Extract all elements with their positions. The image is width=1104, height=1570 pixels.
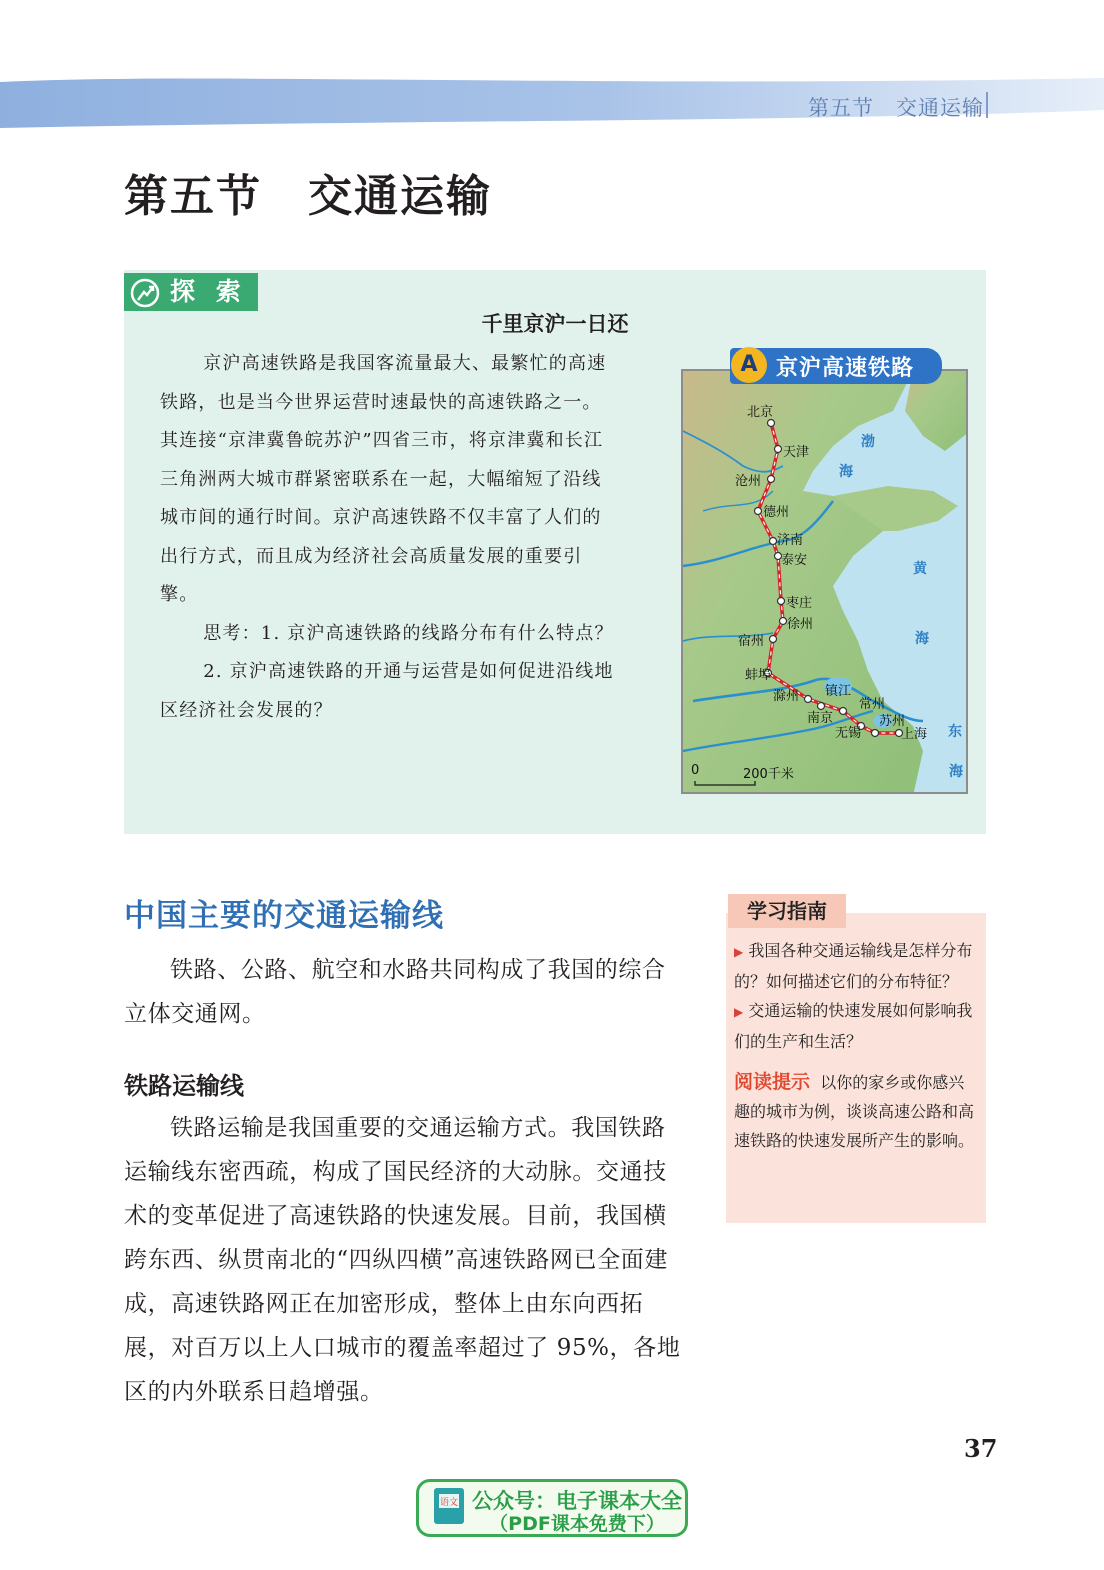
city-label-taian: 泰安	[781, 553, 808, 568]
guide-question-1: 我国各种交通运输线是怎样分布的？如何描述它们的分布特征？	[734, 941, 973, 991]
city-label-bengbu: 蚌埠	[745, 668, 772, 683]
scale-label: 200千米	[743, 767, 794, 782]
subsection-heading: 铁路运输线	[124, 1072, 244, 1100]
explore-icon	[130, 278, 160, 308]
city-label-chuzhou: 滁州	[773, 689, 800, 704]
reading-tip	[734, 1068, 980, 1155]
explore-tag: 探 索	[124, 273, 258, 311]
section-intro	[124, 948, 684, 1036]
city-label-shanghai: 上海	[901, 727, 928, 742]
guide-item-2	[734, 996, 980, 1056]
city-label-dezhou: 德州	[763, 505, 790, 520]
intro-paragraph: 铁路、公路、航空和水路共同构成了我国的综合立体交通网。	[124, 957, 666, 1027]
badge-line-2: （PDF课本免费下）	[489, 1513, 665, 1535]
map-label-letter: A	[731, 347, 767, 383]
explore-title: 千里京沪一日还	[481, 312, 629, 336]
rail-body	[124, 1106, 684, 1414]
chapter-title: 第五节 交通运输	[124, 171, 492, 222]
guide-question-2: 交通运输的快速发展如何影响我们的生产和生活？	[734, 1001, 973, 1051]
city-label-zaozhuang: 枣庄	[786, 596, 813, 611]
bullet-triangle-icon: ▶	[734, 1005, 744, 1019]
city-label-xuzhou: 徐州	[787, 617, 814, 632]
city-label-changzhou: 常州	[859, 697, 886, 712]
city-label-beijing: 北京	[747, 405, 774, 420]
city-label-cangzhou: 沧州	[735, 474, 762, 489]
reading-tip-label: 阅读提示	[734, 1071, 811, 1093]
bullet-triangle-icon: ▶	[734, 945, 744, 959]
scale-zero: 0	[691, 763, 700, 778]
rail-map	[681, 369, 968, 794]
book-icon-text: 语文	[439, 1498, 459, 1508]
sea-label-dong-2: 海	[949, 764, 963, 780]
study-guide-content	[734, 936, 980, 1155]
explore-paragraph: 京沪高速铁路是我国客流量最大、最繁忙的高速铁路，也是当今世界运营时速最快的高速铁路之一。其连接“京津冀鲁皖苏沪”四省三市，将京津冀和长江三角洲两大城市群紧密联系在一起，大幅缩短了沿线城市间的通行时间。京沪高速铁路不仅丰富了人们的出行方式，而且成为经济社会高质量发展的重要引擎。	[160, 353, 607, 605]
sea-label-dong-1: 东	[948, 724, 962, 740]
sea-label-bohai-1: 渤	[861, 434, 875, 450]
study-guide-tag: 学习指南	[728, 894, 846, 928]
page-number: 37	[964, 1434, 998, 1463]
city-label-suzhou-anhui: 宿州	[738, 634, 765, 649]
reading-tip-text: 以你的家乡或你感兴趣的城市为例，谈谈高速公路和高速铁路的快速发展所产生的影响。	[734, 1073, 975, 1150]
book-icon	[430, 1484, 470, 1532]
rail-paragraph: 铁路运输是我国重要的交通运输方式。我国铁路运输线东密西疏，构成了国民经济的大动脉。交通技术的变革促进了高速铁路的快速发展。目前，我国横跨东西、纵贯南北的“四纵四横”高速铁路网已全面建成，高速铁路网正在加密形成，整体上由东向西拓展，对百万以上人口城市的覆盖率超过了 95%，各地区的内外联系日趋增强。	[124, 1115, 681, 1405]
explore-question-1: 思考：1. 京沪高速铁路的线路分布有什么特点？	[203, 622, 614, 644]
city-label-nanjing: 南京	[807, 711, 834, 726]
badge-line-1: 公众号：电子课本大全	[472, 1489, 682, 1513]
sea-label-huang-1: 黄	[913, 561, 927, 577]
guide-item-1	[734, 936, 980, 996]
running-header: 第五节 交通运输	[808, 96, 984, 120]
city-label-jinan: 济南	[777, 533, 804, 548]
explore-question-2: 2. 京沪高速铁路的开通与运营是如何促进沿线地区经济社会发展的？	[160, 661, 614, 721]
map-title: 京沪高速铁路	[776, 356, 915, 381]
city-label-wuxi: 无锡	[835, 726, 862, 741]
header-divider	[986, 92, 988, 118]
sea-label-bohai-2: 海	[839, 464, 853, 480]
sea-label-huang-2: 海	[915, 631, 929, 647]
city-label-zhenjiang: 镇江	[825, 684, 852, 699]
section-title: 中国主要的交通运输线	[124, 898, 444, 934]
city-label-tianjin: 天津	[783, 445, 810, 460]
explore-body	[160, 345, 620, 730]
city-label-suzhou-jiangsu: 苏州	[879, 714, 906, 729]
